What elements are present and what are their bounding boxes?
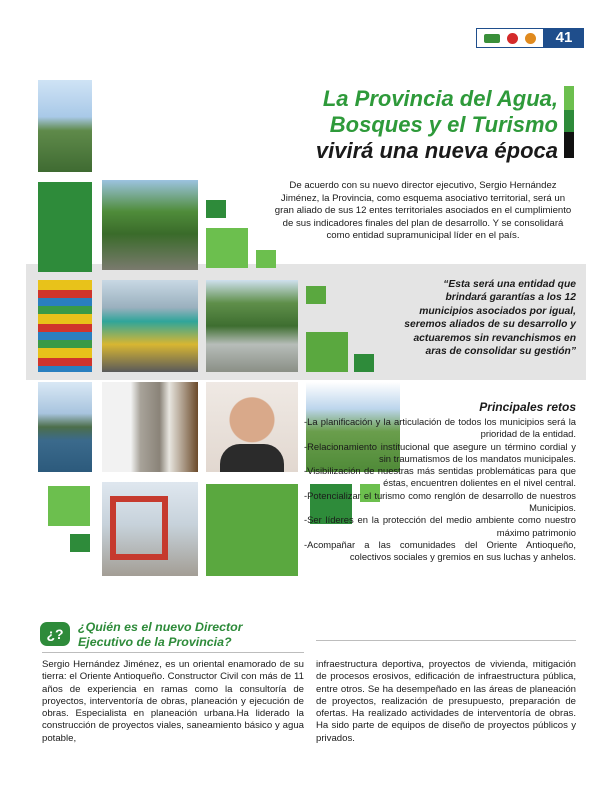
seal-logo xyxy=(525,33,536,44)
portrait-shirt xyxy=(220,444,284,472)
photo-director-portrait xyxy=(206,382,298,472)
partner-logo xyxy=(484,34,500,43)
green-square xyxy=(306,332,348,372)
intro-paragraph: De acuerdo con su nuevo director ejecutivo, Sergio Hernández Jiménez, la Provincia, como esquema asociativo territorial, será un gran aliado de sus 12 entes territoriales asociados en el cumplimiento de sus indicadores finales del plan de desarrollo. Y se consolidará como entidad supramunicipal líder en el país. xyxy=(274,180,572,242)
photo-river xyxy=(206,280,298,372)
section-rule xyxy=(316,640,576,641)
red-frame xyxy=(110,496,168,560)
title-line-1: La Provincia del Agua, xyxy=(322,86,558,111)
photo-red-frame-monument xyxy=(102,482,198,576)
title-line-3: vivirá una nueva época xyxy=(315,138,558,163)
reto-item: -Potencializar el turismo como renglón de desarrollo de nuestros Municipios. xyxy=(304,489,576,514)
photo-chiva-bus xyxy=(102,280,198,372)
title-bar-light xyxy=(564,86,574,110)
emblem-logo xyxy=(507,33,518,44)
question-heading: ¿Quién es el nuevo Director Ejecutivo de la Provincia? xyxy=(78,620,243,649)
green-square xyxy=(70,534,90,552)
photo-chiva-bus-detail xyxy=(38,280,92,372)
reto-item: -Acompañar a las comunidades del Oriente Antioqueño, colectivos sociales y gremios en sus luchas y anhelos. xyxy=(304,538,576,563)
photo-colonial-street xyxy=(102,382,198,472)
reto-item: -Visibilización de nuestras más sentidas problemáticas para que éstas, encuentren dolientes en el nivel central. xyxy=(304,465,576,489)
green-square xyxy=(206,200,226,218)
section-rule xyxy=(42,652,304,653)
page-number: 41 xyxy=(544,28,584,48)
retos-list xyxy=(304,416,576,564)
green-square xyxy=(256,250,276,268)
photo-palm-street xyxy=(102,180,198,270)
reto-item: -Relacionamiento institucional que asegure un término cordial y sin traumatismos de los mandatos municipales. xyxy=(304,440,576,464)
director-quote: “Esta será una entidad que brindará garantías a los 12 municipios asociados por igual, seremos aliados de su desarrollo y actuaremos sin revanchismos en aras de consolidar su gestión” xyxy=(404,279,576,358)
partner-logos xyxy=(476,28,544,48)
reto-item: -La planificación y la articulación de todos los municipios será la prioridad de la entidad. xyxy=(304,416,576,440)
photo-lake-rock xyxy=(38,382,92,472)
question-icon: ¿? xyxy=(40,622,70,646)
green-square xyxy=(38,182,92,272)
reto-item: -Ser líderes en la protección del medio ambiente como nuestro máximo patrimonio xyxy=(304,514,576,538)
retos-heading: Principales retos xyxy=(479,400,576,414)
title-bar-green xyxy=(564,110,574,132)
title-bar-black xyxy=(564,132,574,158)
green-square xyxy=(354,354,374,372)
green-square xyxy=(206,228,248,268)
photo-mountain-landscape xyxy=(38,80,92,172)
green-square xyxy=(306,286,326,304)
green-square xyxy=(206,484,298,576)
title-line-2: Bosques y el Turismo xyxy=(329,112,558,137)
article-title xyxy=(316,86,558,164)
green-square xyxy=(48,486,90,526)
bio-column-1: Sergio Hernández Jiménez, es un oriental enamorado de su tierra: el Oriente Antioqueño. Constructor Civil con más de 11 años de experiencia en ramas como la consultoría de proyectos, interventoría de obras, planeación y ejecución de obras. Especialista en planeación urbana.Ha liderado la construcción de proyectos viales, saneamiento básico y agua potable, xyxy=(42,659,304,744)
bio-column-2: infraestructura deportiva, proyectos de vivienda, mitigación de procesos erosivos, edificación de infraestructura pública, entre otros. Se ha desempeñado en las áreas de planeación de proyectos, realización de presupuesto, preparación de ofertas. Ha realizado actividades de interventoría de obras. Ha sido parte de equipos de diseño de proyectos públicos y privados. xyxy=(316,659,576,744)
